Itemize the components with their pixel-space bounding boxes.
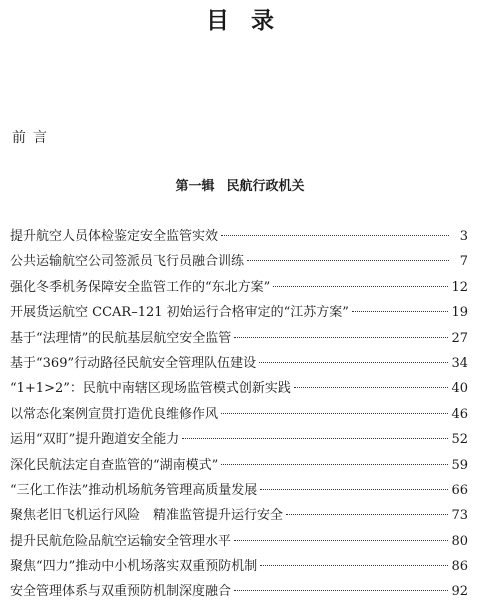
toc-entry[interactable] bbox=[10, 277, 468, 302]
toc-entry[interactable] bbox=[10, 328, 468, 353]
dot-leader bbox=[260, 489, 448, 490]
toc-entry-title: 安全管理体系与双重预防机制深度融合 bbox=[10, 584, 232, 600]
toc-entry-page: 3 bbox=[459, 229, 468, 244]
dot-leader bbox=[294, 387, 449, 388]
toc-entry-title: 以常态化案例宣贯打造优良维修作风 bbox=[10, 406, 219, 422]
dot-leader bbox=[234, 590, 448, 591]
toc-entry-page: 92 bbox=[451, 584, 468, 600]
dot-leader bbox=[221, 235, 449, 236]
toc-entry[interactable] bbox=[10, 455, 468, 480]
toc-entry-title: 基于“法理情”的民航基层航空安全监管 bbox=[10, 330, 232, 346]
toc-entry-page: 80 bbox=[451, 533, 468, 549]
toc-entry-page: 40 bbox=[451, 381, 468, 397]
dot-leader bbox=[273, 286, 448, 287]
toc-entry-page: 27 bbox=[451, 330, 468, 346]
toc-entry-title: 提升航空人员体检鉴定安全监管实效 bbox=[10, 229, 219, 244]
section-name: 民航行政机关 bbox=[226, 179, 305, 194]
toc-entry-page: 46 bbox=[451, 406, 468, 422]
toc-entry[interactable] bbox=[10, 226, 468, 251]
toc-entry[interactable] bbox=[10, 251, 468, 276]
toc-entry-page: 34 bbox=[451, 355, 468, 371]
toc-entry-title: 提升民航危险品航空运输安全管理水平 bbox=[10, 533, 232, 549]
toc-entry-page: 59 bbox=[451, 457, 468, 473]
toc-entry-title: 聚焦老旧飞机运行风险 精准监管提升运行安全 bbox=[10, 508, 284, 524]
dot-leader bbox=[234, 540, 448, 541]
toc-entry-page: 66 bbox=[451, 482, 468, 498]
dot-leader bbox=[260, 565, 448, 566]
toc-entry[interactable] bbox=[10, 581, 468, 606]
toc-entry[interactable] bbox=[10, 531, 468, 556]
toc-entry[interactable] bbox=[10, 480, 468, 505]
toc-entry-title: “三化工作法”推动机场航务管理高质量发展 bbox=[10, 482, 258, 498]
toc-entry-page: 86 bbox=[451, 559, 468, 575]
toc-entry-title: “1+1>2”：民航中南辖区现场监管模式创新实践 bbox=[10, 381, 291, 397]
toc-entry[interactable] bbox=[10, 353, 468, 378]
toc-entry-title: 开展货运航空 CCAR–121 初始运行合格审定的“江苏方案” bbox=[10, 305, 349, 321]
toc-entry-title: 强化冬季机务保障安全监管工作的“东北方案” bbox=[10, 279, 271, 295]
toc-entry-title: 聚焦“四力”推动中小机场落实双重预防机制 bbox=[10, 559, 258, 575]
dot-leader bbox=[352, 311, 449, 312]
toc-entry[interactable] bbox=[10, 556, 468, 581]
dot-leader bbox=[259, 362, 448, 363]
section-number: 第一辑 bbox=[175, 179, 215, 194]
dot-leader bbox=[221, 413, 448, 414]
toc-list bbox=[10, 226, 468, 607]
page-title: 目录 bbox=[206, 7, 296, 34]
toc-entry-page: 19 bbox=[451, 305, 468, 321]
toc-entry[interactable] bbox=[10, 404, 468, 429]
toc-entry[interactable] bbox=[10, 302, 468, 327]
toc-entry-page: 52 bbox=[451, 432, 468, 448]
toc-entry-title: 运用“双盯”提升跑道安全能力 bbox=[10, 432, 180, 448]
dot-leader bbox=[182, 438, 448, 439]
dot-leader bbox=[247, 260, 449, 261]
toc-entry-page: 12 bbox=[451, 279, 468, 295]
toc-entry-title: 公共运输航空公司签派员飞行员融合训练 bbox=[10, 254, 245, 270]
toc-entry[interactable] bbox=[10, 505, 468, 530]
dot-leader bbox=[234, 337, 448, 338]
section-heading bbox=[0, 177, 480, 197]
toc-entry-page: 7 bbox=[459, 254, 468, 270]
toc-entry-title: 基于“369”行动路径民航安全管理队伍建设 bbox=[10, 355, 257, 371]
toc-preface[interactable]: 前言 bbox=[12, 130, 54, 146]
dot-leader bbox=[221, 464, 448, 465]
dot-leader bbox=[286, 514, 448, 515]
toc-entry-page: 73 bbox=[451, 508, 468, 524]
toc-entry[interactable] bbox=[10, 429, 468, 454]
toc-entry[interactable] bbox=[10, 378, 468, 403]
toc-entry-title: 深化民航法定自查监管的“湖南模式” bbox=[10, 457, 219, 473]
